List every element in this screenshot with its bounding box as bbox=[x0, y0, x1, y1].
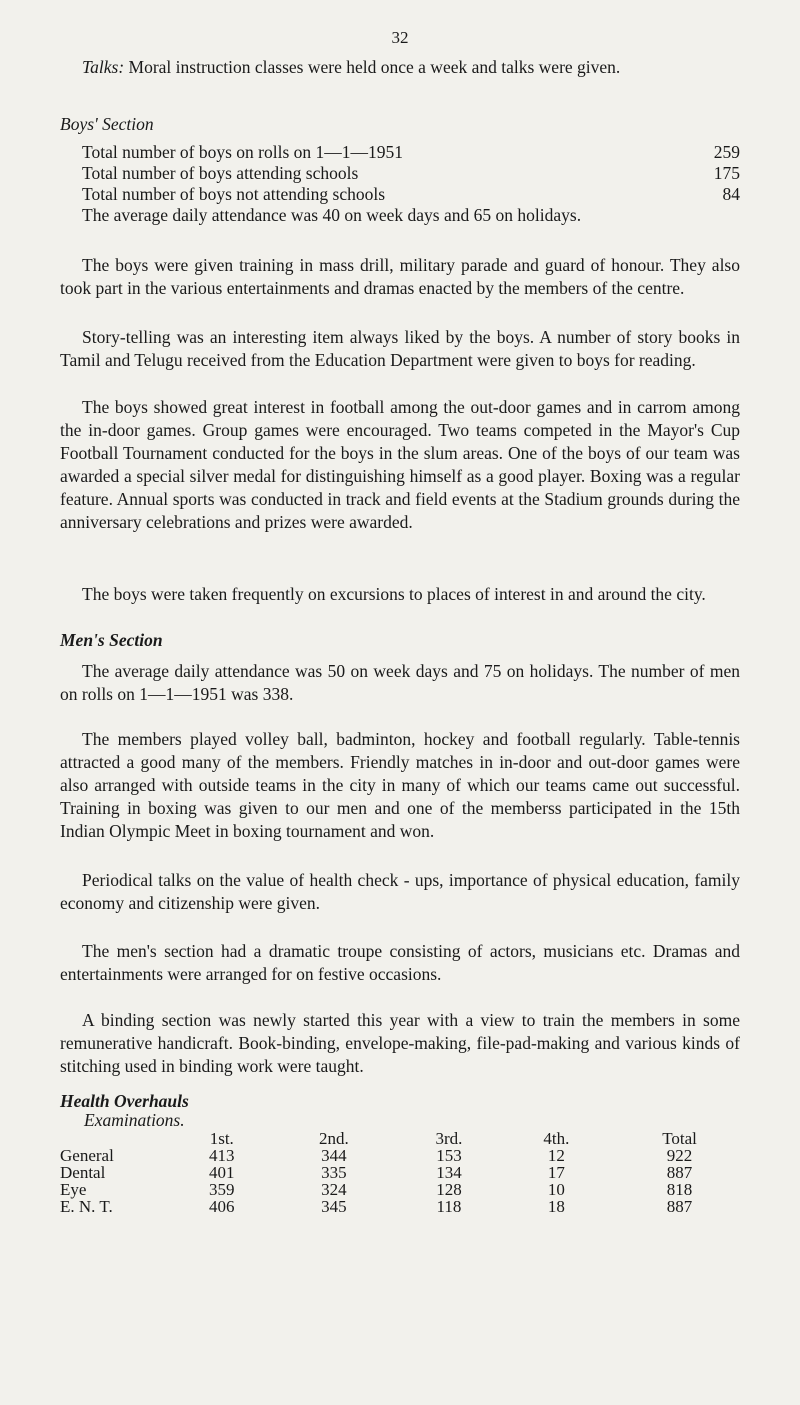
table-cell: 128 bbox=[436, 1180, 462, 1199]
boys-attendance bbox=[82, 205, 740, 226]
row-label: Eye bbox=[60, 1180, 87, 1199]
health-table bbox=[60, 1130, 750, 1215]
column-header: Total bbox=[662, 1129, 697, 1148]
stat-value: 84 bbox=[722, 184, 740, 204]
table-cell: 887 bbox=[666, 1197, 693, 1216]
table-cell: 401 bbox=[209, 1163, 235, 1182]
column-header: 3rd. bbox=[435, 1129, 463, 1148]
attendance-text: The average daily attendance was 40 on week days and 65 on holidays. bbox=[82, 205, 582, 225]
mens-section-heading: Men's Section bbox=[60, 630, 163, 650]
stat-label: Total number of boys on rolls on 1—1—1951 bbox=[82, 142, 404, 162]
boys-section-heading: Boys' Section bbox=[60, 114, 154, 134]
table-header-row bbox=[60, 1130, 750, 1147]
boys-paragraph: The boys were given training in mass drill, military parade and guard of honour. They also took part in the various entertainments and dramas enacted by the members of the centre. bbox=[60, 255, 740, 298]
row-label: General bbox=[60, 1146, 114, 1165]
health-subheading: Examinations. bbox=[84, 1110, 185, 1130]
stat-label: Total number of boys attending schools bbox=[82, 163, 359, 183]
table-cell: 413 bbox=[209, 1146, 235, 1165]
table-cell: 118 bbox=[436, 1197, 462, 1216]
table-cell: 324 bbox=[321, 1180, 347, 1199]
table-cell: 359 bbox=[209, 1180, 235, 1199]
table-row bbox=[60, 1198, 750, 1215]
mens-paragraph: The members played volley ball, badminton, hockey and football regularly. Table-tennis attracted a good many of the members. Friendly matches in in-door and out-door games were also arranged with outside teams in the city in many of which our teams came out successful. Training in boxing was given to our men and one of the memberss participated in the 15th Indian Olympic Meet in boxing tournament and won. bbox=[60, 729, 740, 841]
mens-paragraph: A binding section was newly started this year with a view to train the members in some remunerative handicraft. Book-binding, envelope-making, file-pad-making and various kinds of stitching used in binding work were taught. bbox=[60, 1010, 740, 1076]
column-header: 2nd. bbox=[319, 1129, 349, 1148]
column-header: 4th. bbox=[543, 1129, 570, 1148]
talks-paragraph bbox=[60, 56, 740, 79]
stat-value: 259 bbox=[713, 142, 740, 162]
table-cell: 10 bbox=[547, 1180, 565, 1199]
table-cell: 12 bbox=[547, 1146, 565, 1165]
boys-stat-row bbox=[82, 142, 740, 163]
table-row bbox=[60, 1164, 750, 1181]
boys-stat-row bbox=[82, 163, 740, 184]
stat-value: 175 bbox=[713, 163, 740, 183]
column-header: 1st. bbox=[209, 1129, 234, 1148]
table-cell: 406 bbox=[209, 1197, 235, 1216]
table-cell: 344 bbox=[321, 1146, 347, 1165]
talks-text: Moral instruction classes were held once a week and talks were given. bbox=[128, 57, 621, 77]
health-heading: Health Overhauls bbox=[60, 1091, 189, 1111]
table-row bbox=[60, 1147, 750, 1164]
mens-paragraph: Periodical talks on the value of health check - ups, importance of physical education, family economy and citizenship were given. bbox=[60, 870, 740, 913]
stat-label: Total number of boys not attending schools bbox=[82, 184, 386, 204]
table-cell: 887 bbox=[666, 1163, 693, 1182]
table-cell: 922 bbox=[666, 1146, 693, 1165]
table-cell: 153 bbox=[436, 1146, 462, 1165]
boys-stat-row bbox=[82, 184, 740, 205]
table-cell: 134 bbox=[436, 1163, 462, 1182]
page-number: 32 bbox=[391, 28, 409, 47]
table-cell: 17 bbox=[547, 1163, 565, 1182]
table-row bbox=[60, 1181, 750, 1198]
table-cell: 345 bbox=[321, 1197, 347, 1216]
table-cell: 818 bbox=[666, 1180, 693, 1199]
talks-label: Talks: bbox=[82, 57, 125, 77]
table-cell: 18 bbox=[547, 1197, 565, 1216]
row-label: Dental bbox=[60, 1163, 106, 1182]
boys-paragraph: The boys showed great interest in football among the out-door games and in carrom among the in-door games. Group games were encouraged. Two teams competed in the Mayor's Cup Football Tournament conducted for the boys in the slum areas. One of the boys of our team was awarded a special silver medal for distinguishing himself as a good player. Boxing was a regular feature. Annual sports was conducted in track and field events at the Stadium grounds during the anniversary celebrations and prizes were awarded. bbox=[60, 397, 740, 532]
boys-paragraph: The boys were taken frequently on excursions to places of interest in and around the city. bbox=[82, 584, 706, 604]
mens-paragraph: The average daily attendance was 50 on week days and 75 on holidays. The number of men on rolls on 1—1—1951 was 338. bbox=[60, 661, 740, 704]
mens-paragraph: The men's section had a dramatic troupe consisting of actors, musicians etc. Dramas and entertainments were arranged for on festive occasions. bbox=[60, 941, 740, 984]
row-label: E. N. T. bbox=[60, 1197, 113, 1216]
table-cell: 335 bbox=[321, 1163, 347, 1182]
boys-paragraph: Story-telling was an interesting item always liked by the boys. A number of story books in Tamil and Telugu received from the Education Department were given to boys for reading. bbox=[60, 327, 740, 370]
